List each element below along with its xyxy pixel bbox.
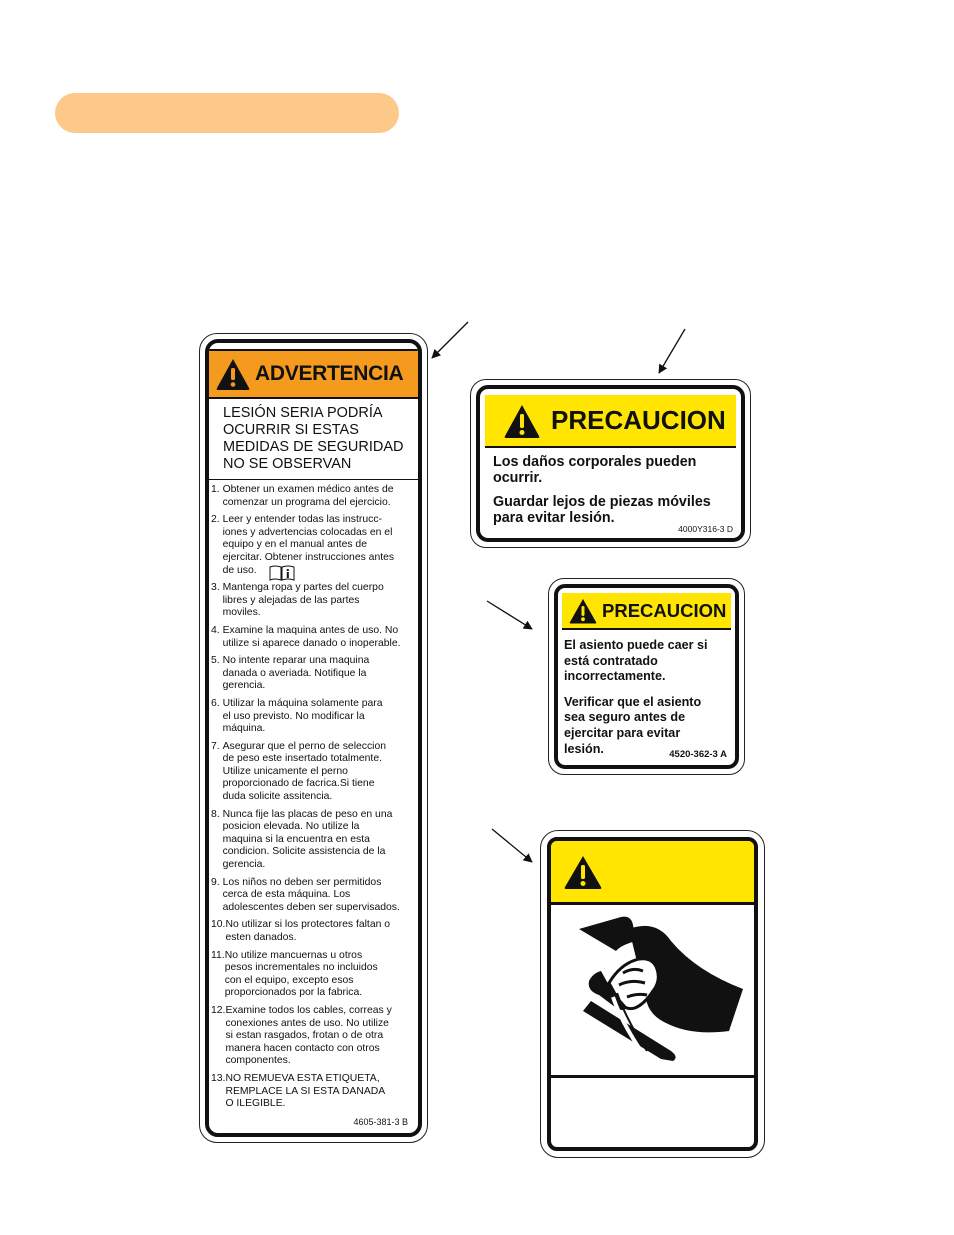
read-manual-icon [269, 564, 295, 581]
precaucion-large-decal [470, 379, 751, 548]
precaucion-large-title: PRECAUCION [551, 405, 726, 435]
list-item: 9. Los niños no deben ser permitidos cerca de esta máquina. Los adolescentes deben ser supervisados. [211, 876, 400, 913]
list-item: 10. No utilizar si los protectores faltan o esten danados. [211, 919, 391, 943]
advertencia-decal [199, 333, 428, 1143]
list-item: 12. Examine todos los cables, correas y conexiones antes de uso. No utilize si estan rasgados, frotan o de otra manera hacen contacto con otros componentes. [211, 1004, 392, 1067]
advertencia-headline: LESIÓN SERIA PODRÍA OCURRIR SI ESTAS MEDIDAS DE SEGURIDAD NO SE OBSERVAN [209, 399, 418, 480]
part-code: 4000Y316-3 D [678, 524, 733, 534]
list-item: 3. Mantenga ropa y partes del cuerpo libres y alejadas de las partes moviles. [211, 582, 384, 619]
list-item: 1. Obtener un examen médico antes de comenzar un programa del ejercicio. [211, 484, 394, 508]
advertencia-header [209, 349, 418, 399]
precaucion-medium-header [562, 593, 731, 630]
pinch-point-decal [540, 830, 765, 1158]
list-item: 6. Utilizar la máquina solamente para el uso previsto. No modificar la máquina. [211, 697, 383, 735]
list-item: 7. Asegurar que el perno de seleccion de peso este insertado totalmente. Utilize unicamente el perno proporcionado de facrica.Si tiene duda solicite assitencia. [211, 740, 387, 803]
part-code: 4520-362-3 A [669, 749, 727, 760]
precaucion-large-header [485, 395, 736, 448]
precaucion-medium-body: El asiento puede caer si está contratado incorrectamente. Verificar que el asiento sea seguro antes de ejercitar para evitar lesión. [564, 638, 708, 756]
arrow-precaucion-large [659, 329, 685, 373]
list-item: 4. Examine la maquina antes de uso. No utilize si aparece danado o inoperable. [211, 624, 401, 649]
warning-triangle-icon [503, 403, 541, 439]
decal-divider [551, 1075, 754, 1078]
section-header-bar [55, 93, 399, 133]
precaucion-medium-title: PRECAUCION [602, 599, 727, 621]
part-code: 4605-381-3 B [353, 1117, 408, 1127]
list-item: 8. Nunca fije las placas de peso en una posicion elevada. No utilize la maquina si la encuentra en esta condicion. Solicite assistencia de la gerencia. [211, 808, 393, 871]
arrow-pinch-decal [492, 829, 532, 862]
precaucion-large-body: Los daños corporales pueden ocurrir. Guardar lejos de piezas móviles para evitar lesión. [493, 454, 711, 526]
warning-triangle-icon [215, 357, 251, 391]
advertencia-title: ADVERTENCIA [255, 362, 404, 385]
precaucion-medium-decal [548, 578, 745, 775]
warning-triangle-icon [563, 854, 603, 890]
pinch-decal-header [551, 841, 754, 905]
list-item: 11. No utilize mancuernas u otros pesos incrementales no incluidos con el equipo, excepto esos proporcionados por la fabrica. [211, 949, 378, 999]
hand-pinch-point-icon [561, 911, 746, 1071]
blank-text-area [551, 1081, 754, 1147]
advertencia-list [209, 480, 418, 1111]
warning-triangle-icon [569, 598, 597, 624]
arrow-precaucion-medium [487, 601, 532, 629]
list-item: 2. Leer y entender todas las instrucc- iones y advertencias colocadas en el equipo y en el manual antes de ejercitar. Obtener instrucciones antes de uso. [211, 514, 418, 577]
arrow-advertencia [432, 322, 468, 358]
list-item: 13. NO REMUEVA ESTA ETIQUETA, REMPLACE LA SI ESTA DANADA O ILEGIBLE. [211, 1072, 386, 1110]
list-item: 5. No intente reparar una maquina danada o averiada. Notifique la gerencia. [211, 655, 370, 692]
